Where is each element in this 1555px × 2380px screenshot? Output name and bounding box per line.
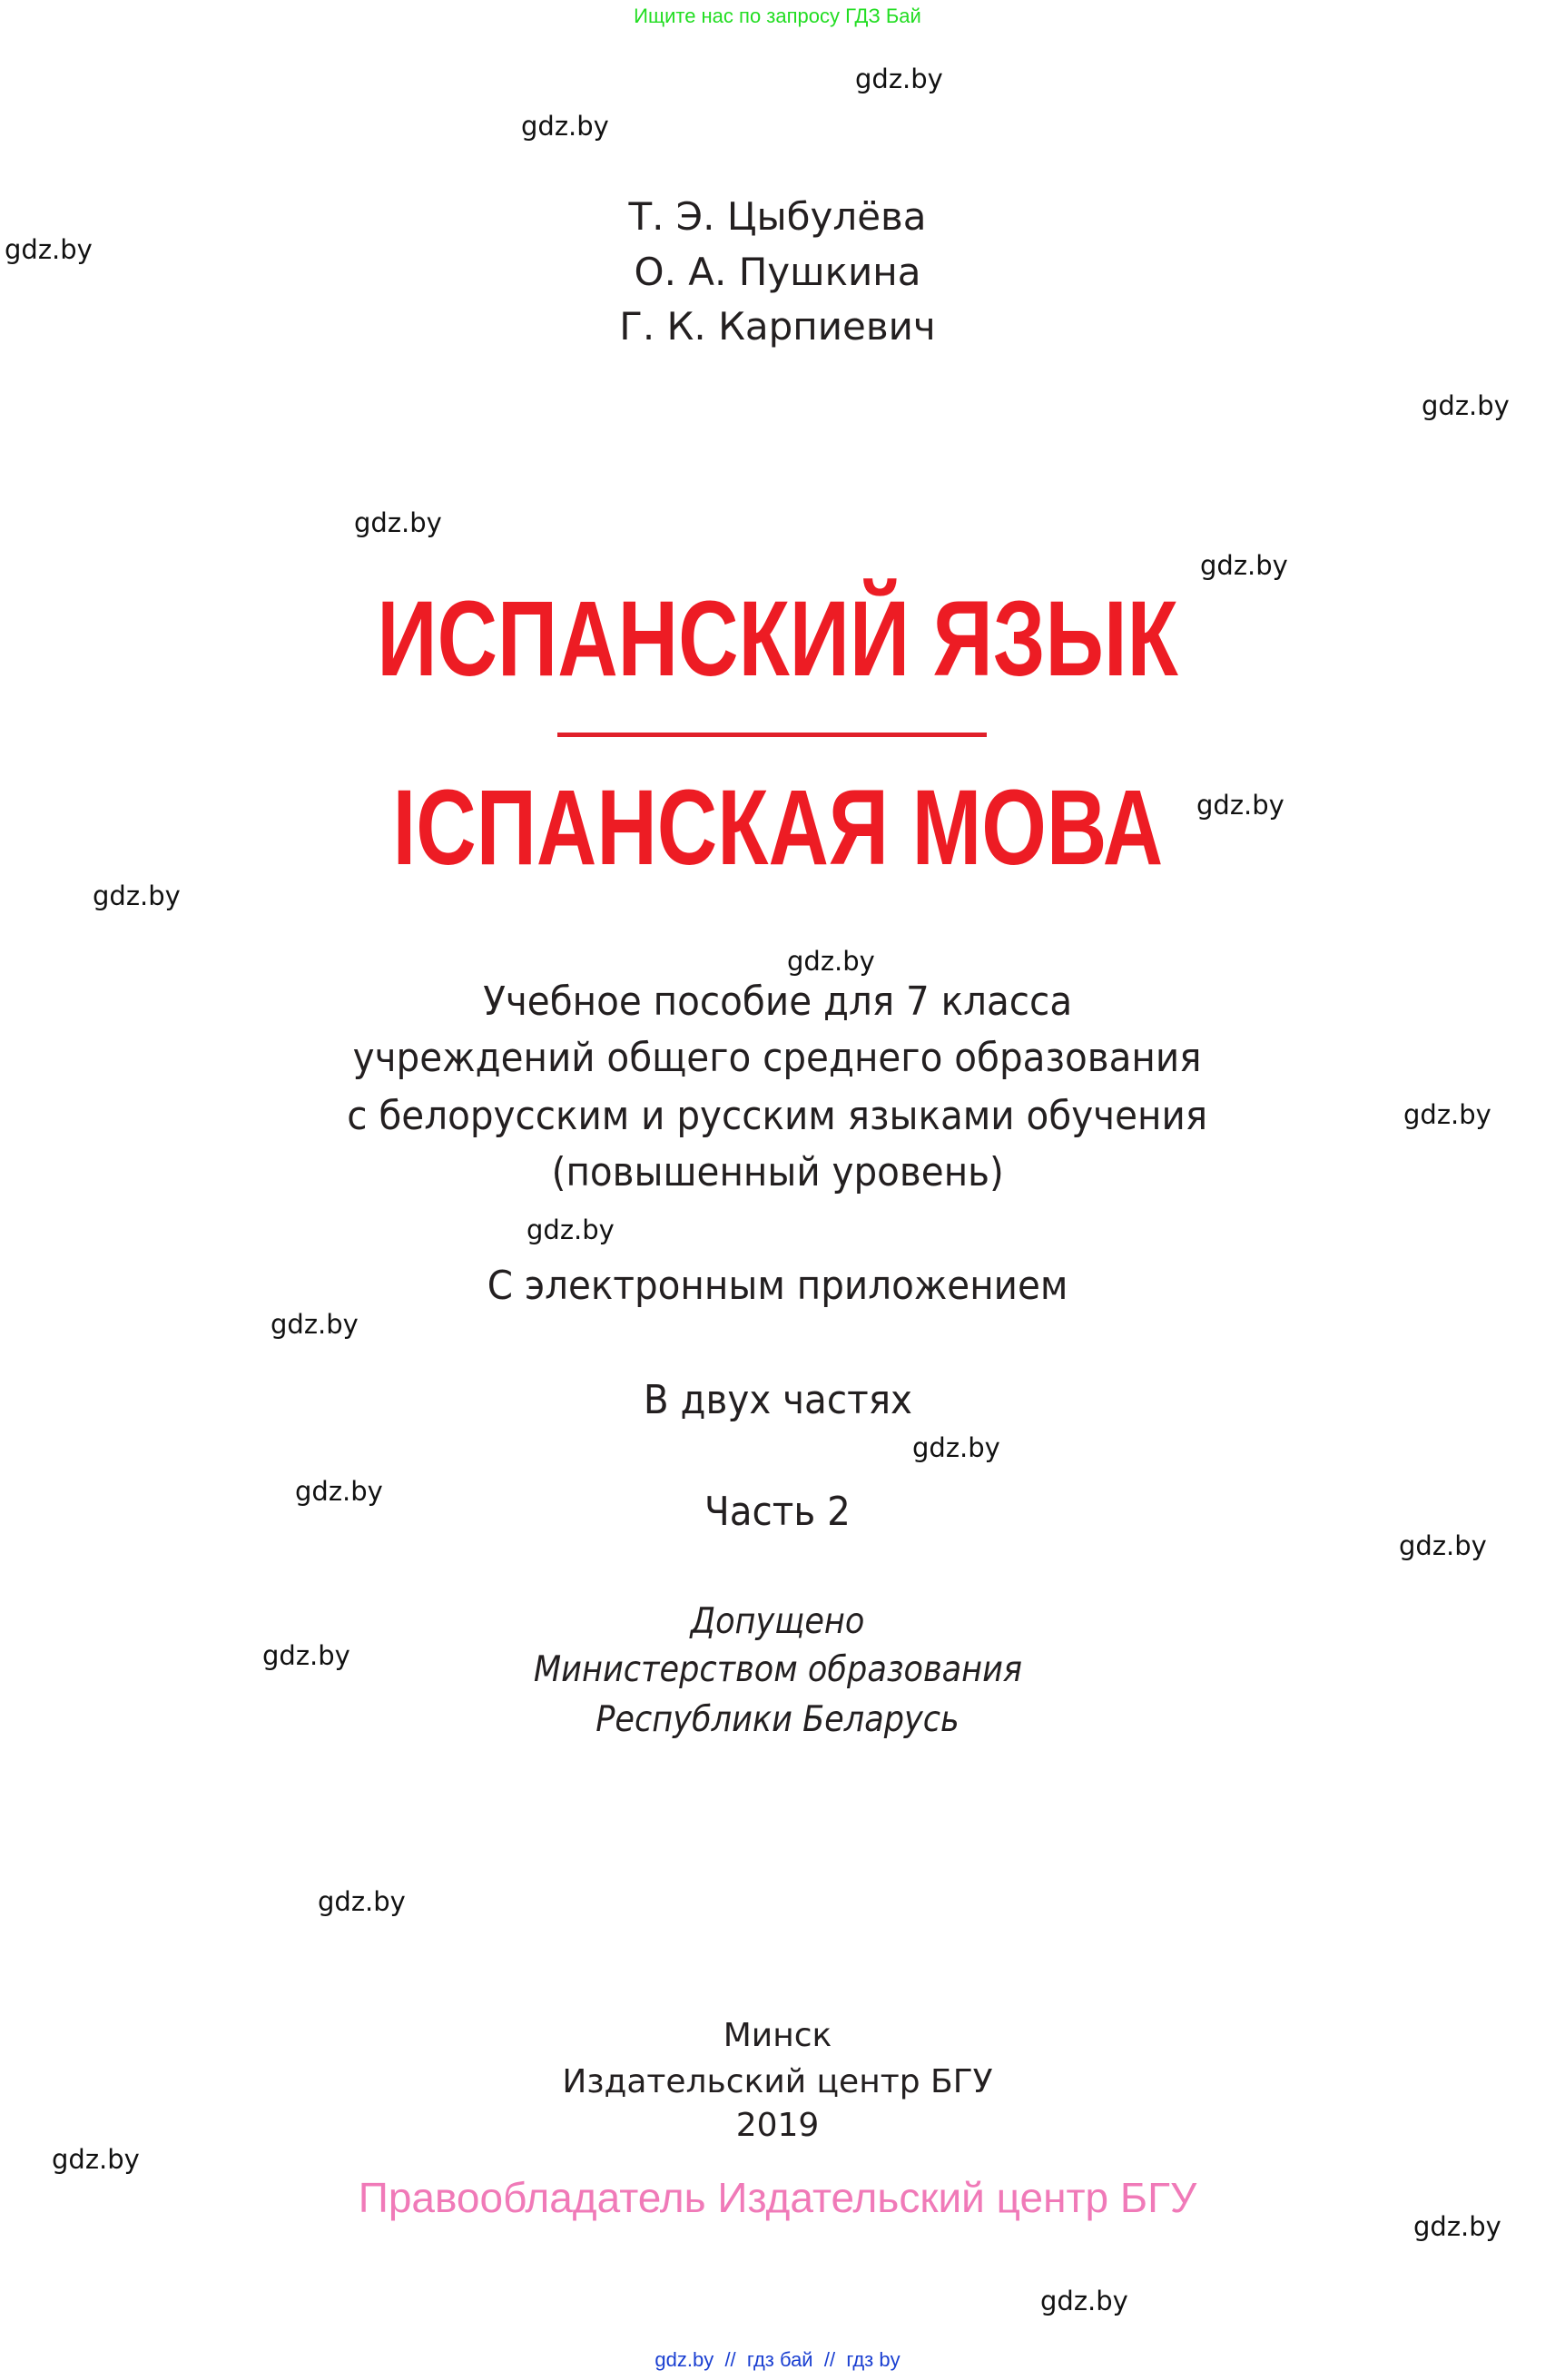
part-number-text: Часть 2 [704,1489,851,1535]
copyright-holder: Правообладатель Издательский центр БГУ [358,2174,1197,2221]
approval-line-1 [0,1600,1555,1644]
footer-links [0,2347,1555,2373]
watermark: gdz.by [5,234,93,265]
watermark: gdz.by [521,111,609,142]
subtitle-line-1 [0,978,1555,1027]
subtitle-line-3-text: с белорусским и русским языками обучения [347,1093,1208,1139]
approval-line-2 [0,1648,1555,1692]
title-divider [557,733,987,737]
author-2: О. А. Пушкина [634,250,921,294]
watermark: gdz.by [527,1215,615,1245]
watermark: gdz.by [262,1640,350,1671]
subtitle-line-2-text: учреждений общего среднего образования [353,1035,1202,1081]
watermark: gdz.by [318,1886,406,1917]
watermark: gdz.by [912,1432,1000,1463]
watermark: gdz.by [1200,550,1288,581]
publisher-city: Минск [723,2017,832,2054]
approval-line-3-text: Республики Беларусь [595,1699,960,1740]
approval-line-2-text: Министерством образования [533,1649,1022,1690]
publisher-name: Издательский центр БГУ [562,2063,993,2100]
parts-note [0,1376,1555,1425]
title-russian-text: ИСПАНСКИЙ ЯЗЫК [377,579,1178,699]
title-belarusian [0,768,1555,888]
electronic-supplement-text: С электронным приложением [487,1263,1068,1309]
watermark: gdz.by [93,880,181,911]
watermark: gdz.by [1403,1099,1491,1130]
subtitle-line-4 [0,1148,1555,1197]
footer-separator: // [724,2348,736,2371]
subtitle-line-3 [0,1092,1555,1141]
publication-year: 2019 [735,2107,820,2144]
watermark: gdz.by [1399,1530,1487,1561]
subtitle-line-2 [0,1034,1555,1083]
footer-separator: // [823,2348,836,2371]
parts-note-text: В двух частях [643,1377,912,1423]
watermark: gdz.by [52,2144,140,2175]
electronic-supplement-note [0,1262,1555,1311]
footer-link-gdz-by-cyr[interactable]: гдз by [846,2348,901,2371]
subtitle-line-4-text: (повышенный уровень) [551,1149,1004,1195]
watermark: gdz.by [1196,790,1284,821]
title-russian [0,579,1555,699]
author-1: Т. Э. Цыбулёва [628,194,927,239]
watermark: gdz.by [295,1476,383,1507]
watermark: gdz.by [1040,2286,1128,2316]
title-belarusian-text: ІСПАНСКАЯ МОВА [392,768,1163,888]
subtitle-line-1-text: Учебное пособие для 7 класса [483,979,1072,1025]
search-hint-banner: Ищите нас по запросу ГДЗ Бай [634,5,921,27]
watermark: gdz.by [855,64,943,94]
footer-link-gdz-bai[interactable]: гдз бай [746,2348,813,2371]
watermark: gdz.by [1422,390,1510,421]
watermark: gdz.by [787,946,875,977]
approval-line-1-text: Допущено [690,1601,865,1642]
author-3: Г. К. Карпиевич [619,304,936,349]
watermark: gdz.by [271,1309,359,1340]
approval-line-3 [0,1698,1555,1742]
watermark: gdz.by [354,507,442,538]
footer-link-gdz-by[interactable]: gdz.by [654,2348,714,2371]
part-number [0,1488,1555,1537]
watermark: gdz.by [1413,2211,1501,2242]
